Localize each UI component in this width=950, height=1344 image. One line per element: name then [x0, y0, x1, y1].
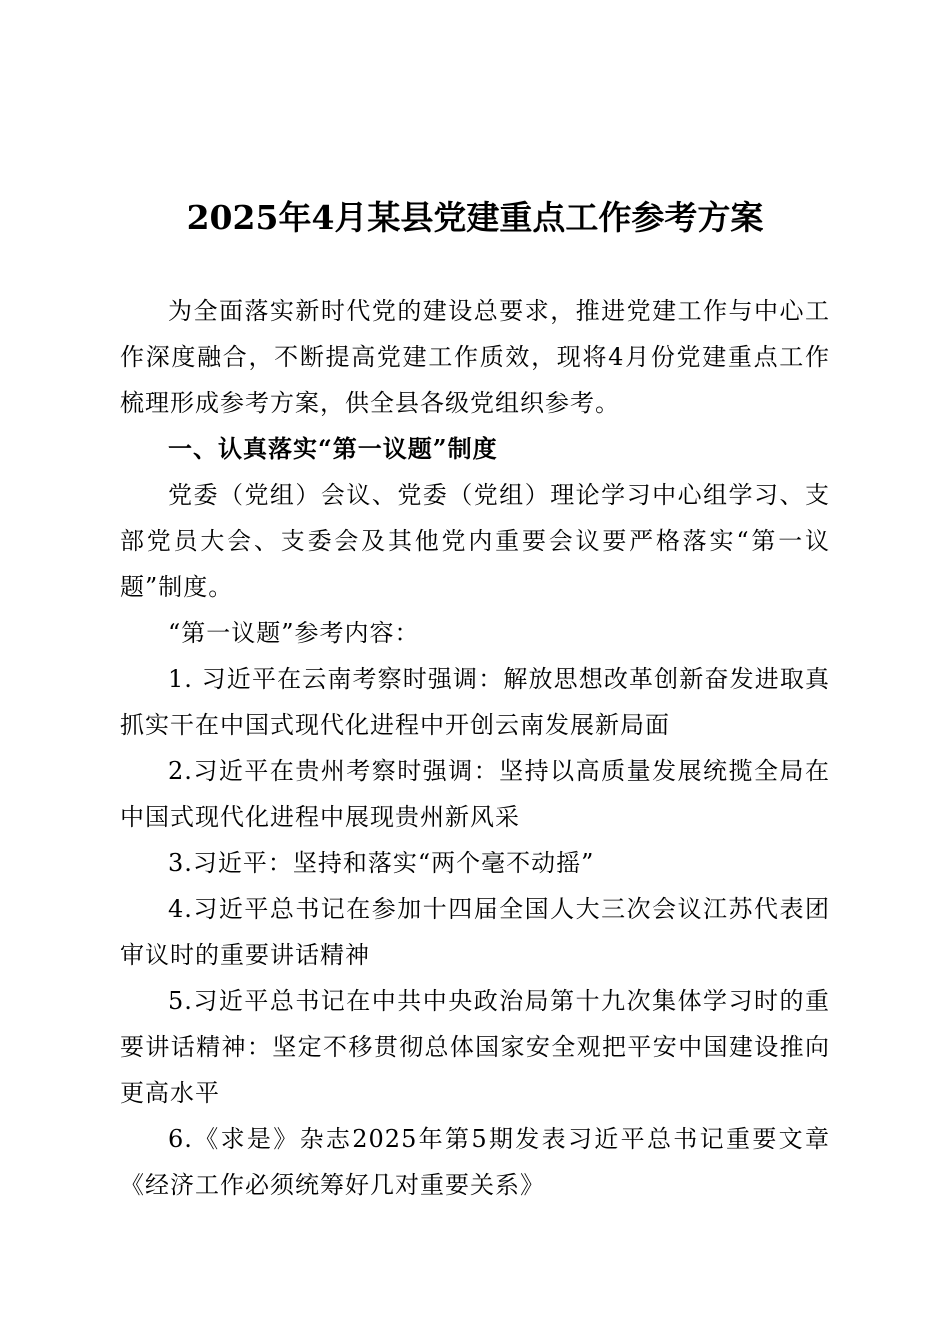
section-heading: 一、认真落实“第一议题”制度	[168, 434, 498, 463]
intro-paragraph: 为全面落实新时代党的建设总要求，推进党建工作与中心工作深度融合，不断提高党建工作质效，现将4月份党建重点工作梳理形成参考方案，供全县各级党组织参考。	[120, 297, 830, 417]
document-title: 2025年4月某县党建重点工作参考方案	[186, 198, 764, 237]
section-paragraph: 党委（党组）会议、党委（党组）理论学习中心组学习、支部党员大会、支委会及其他党内重要会议要严格落实“第一议题”制度。	[120, 481, 830, 601]
list-item: 3.习近平：坚持和落实“两个毫不动摇”	[168, 849, 595, 877]
list-intro: “第一议题”参考内容：	[168, 619, 420, 647]
list-item: 5.习近平总书记在中共中央政治局第十九次集体学习时的重要讲话精神：坚定不移贯彻总体国家安全观把平安中国建设推向更高水平	[120, 987, 830, 1107]
list-item: 6.《求是》杂志2025年第5期发表习近平总书记重要文章《经济工作必须统筹好几对重要关系》	[120, 1125, 830, 1199]
list-item: 2.习近平在贵州考察时强调：坚持以高质量发展统揽全局在中国式现代化进程中展现贵州新风采	[120, 757, 830, 831]
document-body	[120, 288, 830, 1208]
list-item: 4.习近平总书记在参加十四届全国人大三次会议江苏代表团审议时的重要讲话精神	[120, 895, 830, 969]
list-item: 1. 习近平在云南考察时强调：解放思想改革创新奋发进取真抓实干在中国式现代化进程中开创云南发展新局面	[120, 665, 830, 739]
